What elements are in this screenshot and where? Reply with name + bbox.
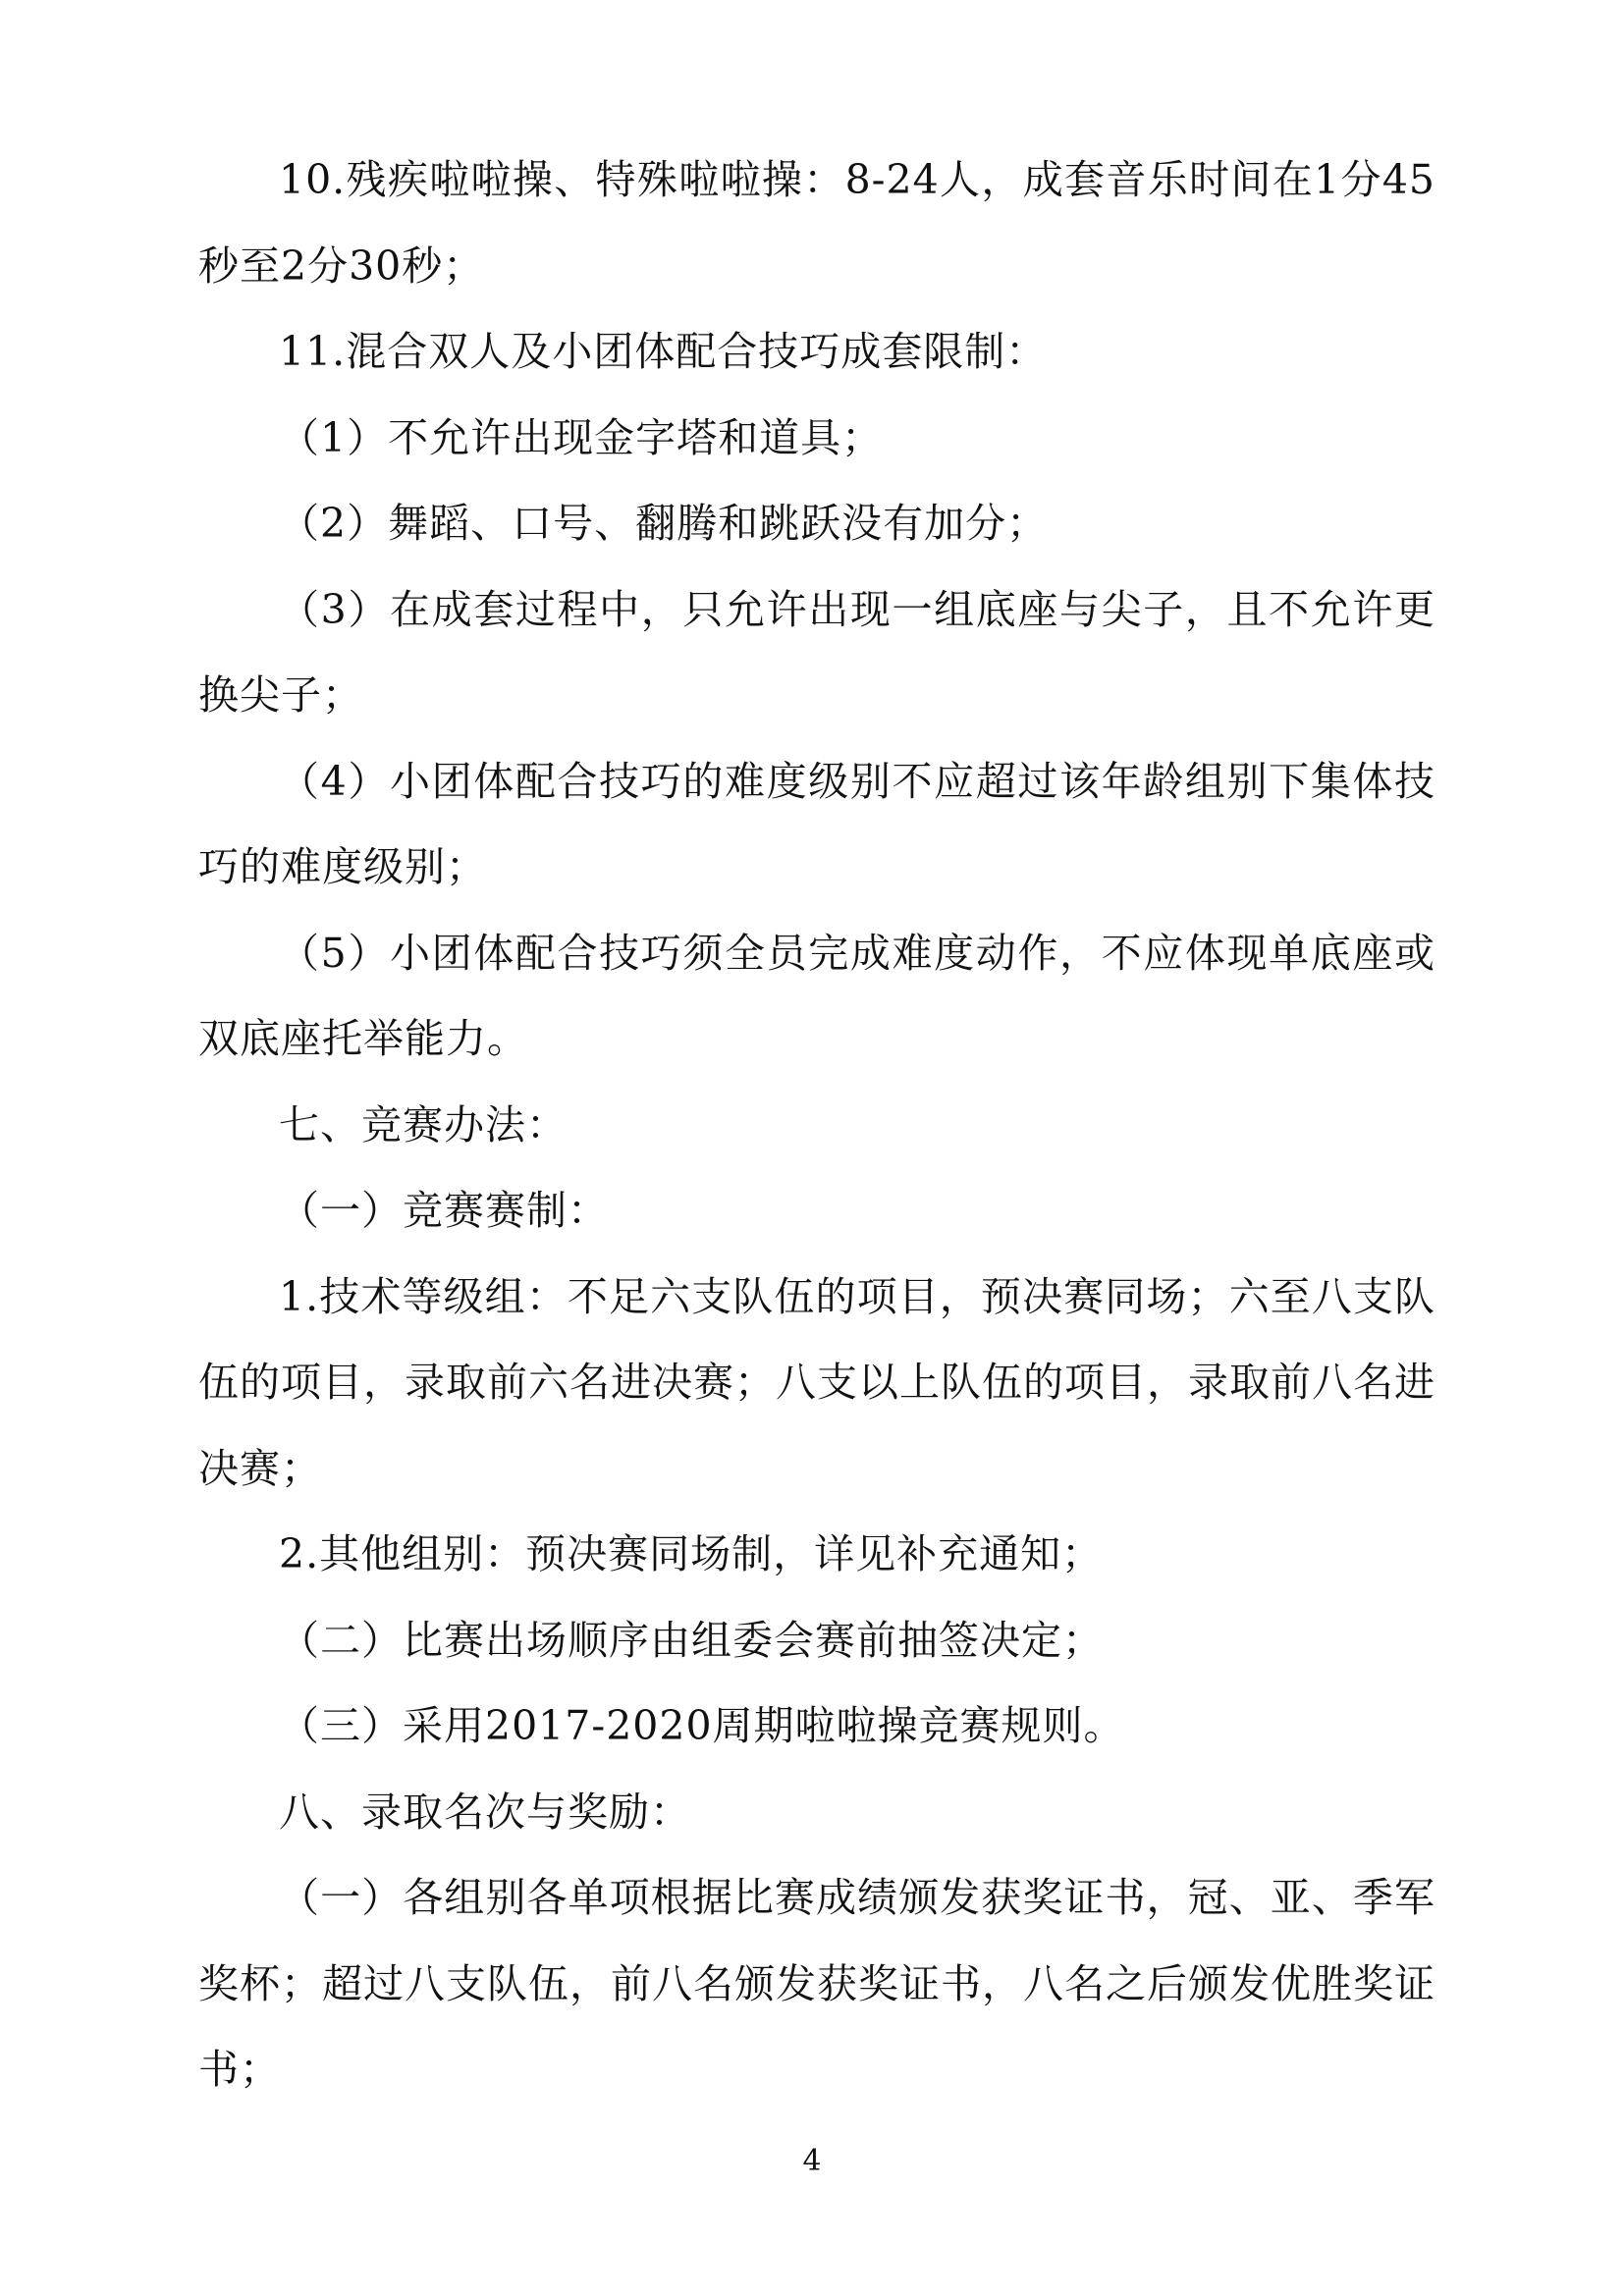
paragraph-sub-4: （4）小团体配合技巧的难度级别不应超过该年龄组别下集体技巧的难度级别； [198,757,1435,890]
paragraph-item-11: 11.混合双人及小团体配合技巧成套限制： [279,328,1048,375]
subsection-heading-competition-format: （一）竞赛赛制： [279,1187,609,1234]
section-heading-ranking-awards: 八、录取名次与奖励： [279,1788,691,1836]
paragraph-sub-1: （1）不允许出现金字塔和道具； [279,413,884,461]
document-body [198,137,1435,2113]
paragraph-awards: （一）各组别各单项根据比赛成绩颁发获奖证书，冠、亚、季军奖杯；超过八支队伍，前八名颁发获奖证书，八名之后颁发优胜奖证书； [198,1874,1435,2093]
paragraph-item-10: 10.残疾啦啦操、特殊啦啦操：8-24人，成套音乐时间在1分45秒至2分30秒； [198,156,1435,290]
paragraph-sub-2: （2）舞蹈、口号、翻腾和跳跃没有加分； [279,500,1049,547]
section-heading-competition-method: 七、竞赛办法： [279,1100,568,1148]
paragraph-draw-order: （二）比赛出场顺序由组委会赛前抽签决定； [279,1616,1104,1664]
paragraph-technical-grade-group: 1.技术等级组：不足六支队伍的项目，预决赛同场；六至八支队伍的项目，录取前六名进决赛；八支以上队伍的项目，录取前八名进决赛； [198,1272,1435,1492]
paragraph-rules: （三）采用2017-2020周期啦啦操竞赛规则。 [279,1702,1125,1749]
paragraph-sub-3: （3）在成套过程中，只允许出现一组底座与尖子，且不允许更换尖子； [198,585,1435,719]
paragraph-other-groups: 2.其他组别：预决赛同场制，详见补充通知； [279,1530,1104,1577]
paragraph-sub-5: （5）小团体配合技巧须全员完成难度动作，不应体现单底座或双底座托举能力。 [198,929,1435,1062]
page-number: 4 [802,2144,822,2178]
